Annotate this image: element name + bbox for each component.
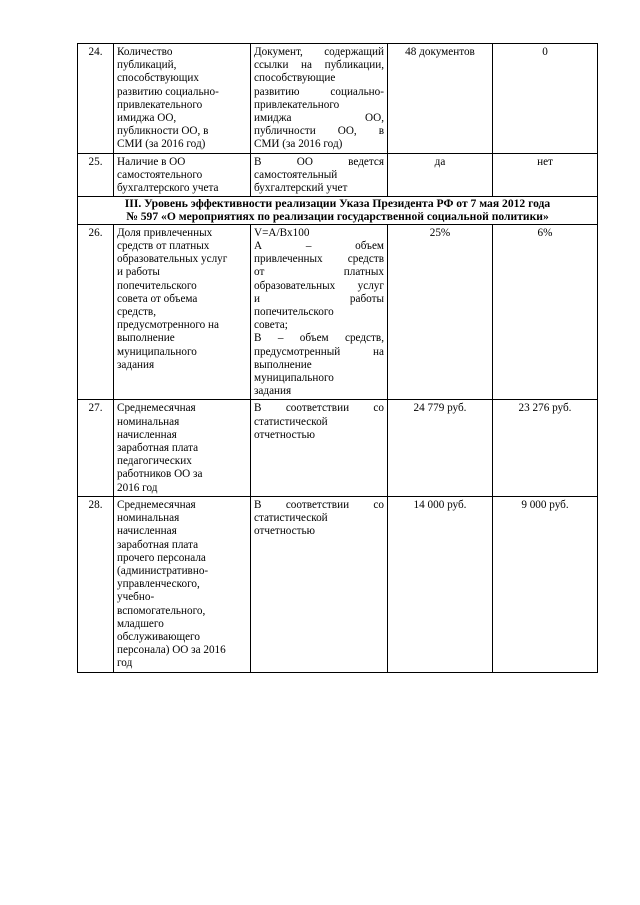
indicator-name: Наличие в ОО самостоятельного бухгалтерского учета [114, 153, 251, 197]
method-line: В соответствии со [254, 402, 384, 415]
method-line: статистической [254, 415, 328, 428]
value-a: 25% [388, 224, 493, 400]
method-line: задания [254, 385, 292, 398]
method-line: А – объем [254, 240, 384, 253]
indicator-name: Количество публикаций, способствующих развитию социально- привлекательного имиджа ОО, публикности ОО, в СМИ (за 2016 год) [114, 44, 251, 154]
table-row [78, 153, 598, 197]
method-line: публичности ОО, в [254, 125, 384, 138]
row-number: 24. [78, 44, 114, 154]
calculation-method [251, 153, 388, 197]
method-line: В – объем средств, [254, 332, 384, 345]
calculation-method [251, 224, 388, 400]
value-a: 48 документов [388, 44, 493, 154]
table-row [78, 44, 598, 154]
method-line: отчетностью [254, 525, 315, 538]
value-b: 9 000 руб. [493, 496, 598, 672]
value-b: 0 [493, 44, 598, 154]
method-line: СМИ (за 2016 год) [254, 138, 343, 151]
method-line: привлекательного [254, 98, 340, 111]
method-line: предусмотренный на [254, 345, 384, 358]
section-header-row [78, 197, 598, 225]
method-line: от платных [254, 266, 384, 279]
row-number: 25. [78, 153, 114, 197]
value-a: 24 779 руб. [388, 400, 493, 496]
method-line: Документ, содержащий [254, 46, 384, 58]
indicators-table [77, 43, 598, 673]
method-line: и работы [254, 292, 384, 305]
table-row [78, 224, 598, 400]
method-line: отчетностью [254, 428, 315, 441]
section-header [78, 197, 598, 225]
section-title-line-2: № 597 «О мероприятиях по реализации государственной социальной политики» [126, 210, 549, 224]
calculation-method [251, 496, 388, 672]
method-line: образовательных услуг [254, 279, 384, 292]
method-line: совета; [254, 319, 288, 332]
method-line: муниципального [254, 372, 334, 385]
row-number: 26. [78, 224, 114, 400]
table-body-b [78, 224, 598, 672]
method-line: имиджа ОО, [254, 112, 384, 125]
calculation-method [251, 400, 388, 496]
method-line: статистической [254, 512, 328, 525]
method-line: V=A/Bx100 [254, 226, 310, 239]
value-a: 14 000 руб. [388, 496, 493, 672]
method-line: развитию социально- [254, 85, 384, 98]
method-line: самостоятельный [254, 168, 338, 181]
method-line: привлеченных средств [254, 253, 384, 266]
method-line: В соответствии со [254, 498, 384, 511]
table-row [78, 400, 598, 496]
indicator-name: Среднемесячная номинальная начисленная заработная плата прочего персонала (административно- управленческого, учебно- вспомогательного, младшего обслуживающего персонала) ОО за 2016 год [114, 496, 251, 672]
method-line: В ОО ведется [254, 155, 384, 168]
value-b: 6% [493, 224, 598, 400]
indicator-name: Среднемесячная номинальная начисленная заработная плата педагогических работников ОО за 2016 год [114, 400, 251, 496]
method-line: способствующие [254, 72, 336, 85]
value-b: 23 276 руб. [493, 400, 598, 496]
value-a: да [388, 153, 493, 197]
table-row [78, 496, 598, 672]
method-line: попечительского [254, 306, 334, 319]
row-number: 27. [78, 400, 114, 496]
calculation-method [251, 44, 388, 154]
method-line: бухгалтерский учет [254, 182, 348, 195]
section-title-line-1: III. Уровень эффективности реализации Указа Президента РФ от 7 мая 2012 года [124, 197, 551, 211]
table-body-a [78, 44, 598, 197]
method-line: выполнение [254, 358, 312, 371]
indicator-name: Доля привлеченных средств от платных образовательных услуг и работы попечительского совета от объема средств, предусмотренного на выполнение муниципального задания [114, 224, 251, 400]
value-b: нет [493, 153, 598, 197]
method-line: ссылки на публикации, [254, 59, 384, 72]
row-number: 28. [78, 496, 114, 672]
